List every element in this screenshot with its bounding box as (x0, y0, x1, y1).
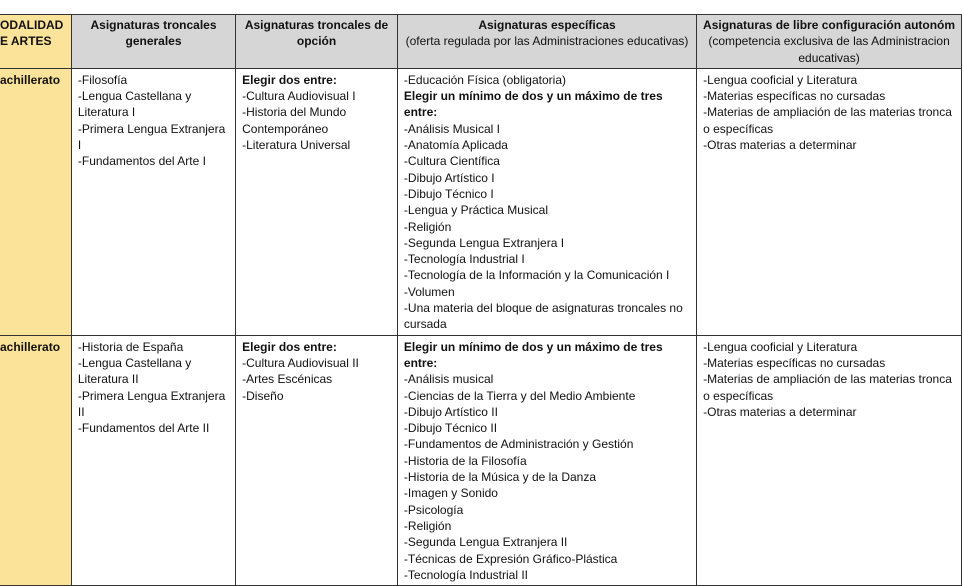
list-item: -Cultura Audiovisual II (242, 355, 359, 370)
list-item: -Otras materias a determinar (703, 138, 857, 153)
list-item: -Primera Lengua Extranjera II (77, 388, 226, 419)
header-troncales-generales: Asignaturas troncales generales (71, 15, 235, 69)
list-item: -Tecnología Industrial I (403, 252, 525, 267)
list-item: -Historia de la Música y de la Danza (403, 470, 597, 485)
list-item: -Fundamentos del Arte II (77, 421, 210, 436)
subjects-table (0, 14, 962, 586)
table-row-bachillerato-2 (0, 335, 962, 585)
header-especificas-title: Asignaturas específicas (478, 18, 616, 32)
header-libre (697, 15, 962, 69)
header-libre-sub: (competencia exclusiva de las Administracion educativas) (708, 34, 950, 65)
list-item: -Materias de ampliación de las materias tronca o específicas (703, 372, 952, 403)
troncales-generales-cell (71, 335, 235, 585)
list-item: -Materias específicas no cursadas (703, 355, 886, 370)
list-item: -Imagen y Sonido (403, 486, 498, 501)
list-item: -Tecnología de la Información y la Comunicación I (403, 268, 670, 283)
list-item: -Cultura Científica (403, 154, 500, 169)
list-item: -Lengua Castellana y Literatura II (77, 355, 192, 387)
list-item: -Materias específicas no cursadas (703, 89, 886, 104)
list-item: -Religión (403, 518, 452, 533)
list-item: -Fundamentos del Arte I (77, 154, 206, 169)
header-troncales-opcion: Asignaturas troncales de opción (236, 15, 398, 69)
list-item: -Psicología (403, 502, 464, 517)
list-item: -Lengua cooficial y Literatura (703, 72, 858, 87)
list-item: -Análisis Musical I (403, 121, 500, 136)
especificas-cell (397, 335, 696, 585)
list-item: -Filosofía (77, 72, 128, 87)
list-item: -Materias de ampliación de las materias tronca o específicas (703, 105, 952, 136)
list-item: -Educación Física (obligatoria) (403, 72, 566, 87)
list-item: -Anatomía Aplicada (403, 138, 508, 153)
table-row-bachillerato-1 (0, 68, 962, 335)
list-item: -Historia de España (77, 339, 184, 354)
list-item: -Fundamentos de Administración y Gestión (403, 437, 634, 452)
list-item: -Técnicas de Expresión Gráfico-Plástica (403, 551, 618, 566)
list-item: -Dibujo Artístico II (403, 404, 498, 419)
list-item: -Segunda Lengua Extranjera I (403, 235, 565, 250)
list-item: -Otras materias a determinar (703, 404, 857, 419)
list-item: -Artes Escénicas (242, 372, 333, 387)
header-especificas (397, 15, 696, 69)
list-item: -Primera Lengua Extranjera I (77, 121, 226, 153)
especificas-heading: Elegir un mínimo de dos y un máximo de tres entre: (403, 339, 663, 370)
list-item: -Diseño (242, 388, 284, 403)
header-modalidad: ODALIDAD E ARTES (0, 15, 71, 69)
troncales-generales-cell (71, 68, 235, 335)
list-item: -Lengua cooficial y Literatura (703, 339, 858, 354)
especificas-heading: Elegir un mínimo de dos y un máximo de tres entre: (403, 89, 663, 120)
list-item: -Ciencias de la Tierra y del Medio Ambiente (403, 388, 636, 403)
opcion-heading: Elegir dos entre: (242, 72, 337, 87)
list-item: -Literatura Universal (242, 138, 351, 153)
list-item: -Volumen (403, 284, 455, 299)
troncales-opcion-cell (236, 68, 398, 335)
header-especificas-sub: (oferta regulada por las Administraciones educativas) (405, 34, 689, 49)
level-cell: achillerato (0, 68, 71, 335)
level-cell: achillerato (0, 335, 71, 585)
troncales-opcion-cell (236, 335, 398, 585)
list-item: -Dibujo Artístico I (403, 170, 495, 185)
list-item: -Lengua y Práctica Musical (403, 203, 548, 218)
list-item: -Dibujo Técnico II (403, 421, 498, 436)
especificas-cell (397, 68, 696, 335)
header-row (0, 15, 962, 69)
list-item: -Cultura Audiovisual I (242, 89, 356, 104)
list-item: -Dibujo Técnico I (403, 186, 494, 201)
list-item: -Lengua Castellana y Literatura I (77, 89, 192, 120)
list-item: -Segunda Lengua Extranjera II (403, 535, 568, 550)
header-libre-title: Asignaturas de libre configuración autonóm (703, 18, 956, 32)
list-item: -Historia de la Filosofía (403, 453, 527, 468)
list-item: -Historia del Mundo Contemporáneo (242, 105, 347, 136)
opcion-heading: Elegir dos entre: (242, 339, 337, 354)
libre-cell (697, 335, 962, 585)
list-item: -Tecnología Industrial II (403, 567, 528, 582)
list-item: -Una materia del bloque de asignaturas troncales no cursada (403, 301, 683, 332)
libre-cell (697, 68, 962, 335)
list-item: -Religión (403, 219, 452, 234)
list-item: -Análisis musical (403, 372, 494, 387)
